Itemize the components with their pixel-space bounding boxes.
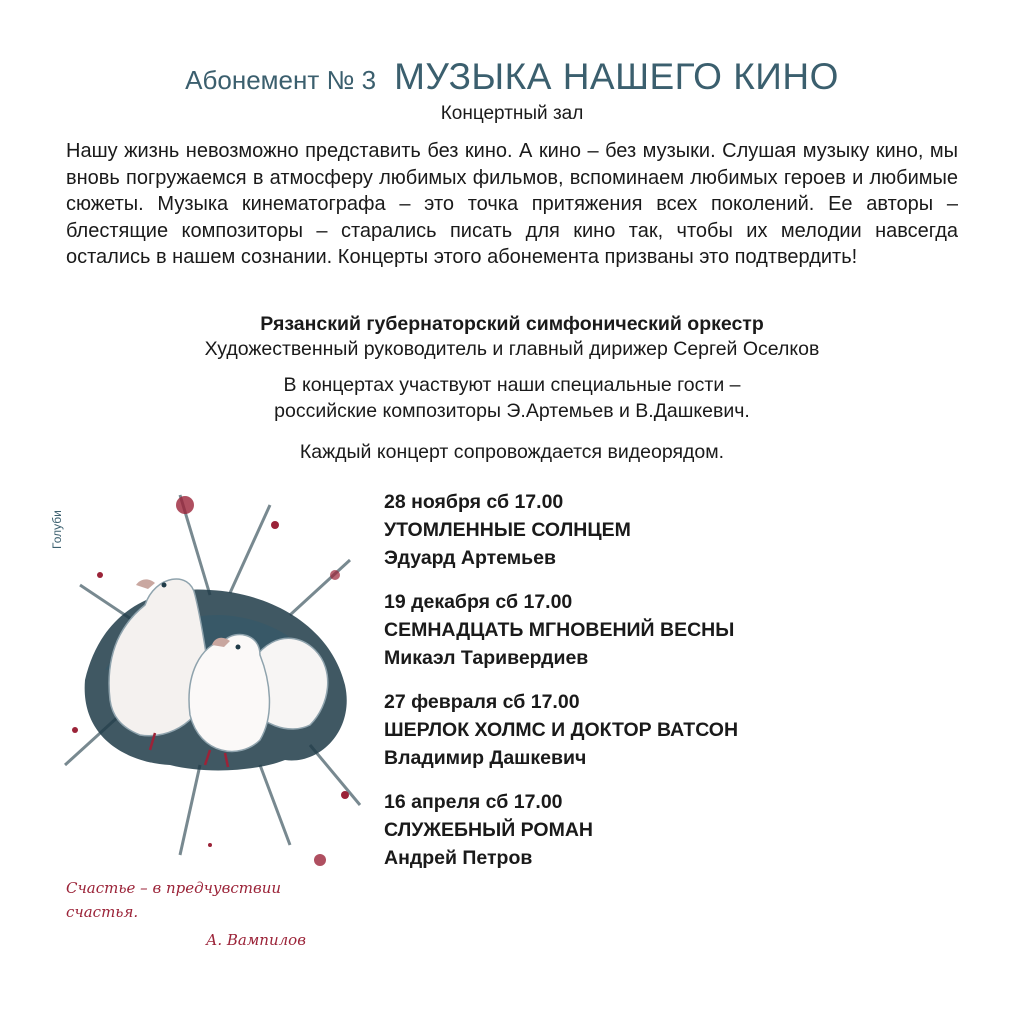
concert-list	[384, 488, 904, 888]
concert-date: 16 апреля сб 17.00	[384, 791, 563, 813]
artwork-caption: Голуби	[50, 510, 64, 550]
quote-author: А. Вампилов	[206, 931, 306, 949]
epigraph-quote	[66, 876, 366, 952]
concert-item	[384, 688, 904, 772]
concert-title: СЛУЖЕБНЫЙ РОМАН	[384, 819, 593, 841]
concert-composer: Андрей Петров	[384, 847, 533, 869]
concert-item	[384, 488, 904, 572]
video-note: Каждый концерт сопровождается видеорядом.	[299, 441, 725, 463]
subscription-label: Абонемент № 3	[185, 65, 377, 95]
guests-block	[0, 372, 1024, 424]
quote-line-2: счастья.	[66, 903, 139, 921]
concert-item	[384, 588, 904, 672]
guests-line-1: В концертах участвуют наши специальные гости –	[283, 374, 741, 396]
concert-composer: Владимир Дашкевич	[384, 747, 587, 769]
concert-item	[384, 788, 904, 872]
guests-line-2: российские композиторы Э.Артемьев и В.Дашкевич.	[274, 400, 750, 422]
concert-date: 28 ноября сб 17.00	[384, 491, 564, 513]
quote-line-1: Счастье – в предчувствии	[66, 879, 282, 897]
orchestra-name: Рязанский губернаторский симфонический оркестр	[260, 313, 764, 335]
concert-date: 19 декабря сб 17.00	[384, 591, 573, 613]
concert-title: УТОМЛЕННЫЕ СОЛНЦЕМ	[384, 519, 631, 541]
orchestra-block	[0, 312, 1024, 362]
concert-title: ШЕРЛОК ХОЛМС И ДОКТОР ВАТСОН	[384, 719, 739, 741]
concert-composer: Эдуард Артемьев	[384, 547, 557, 569]
intro-paragraph: Нашу жизнь невозможно представить без кино. А кино – без музыки. Слушая музыку кино, мы вновь погружаемся в атмосферу любимых фильмов, вспоминаем любимых героев и любимые сюжеты. Музыка кинематографа – это точка притяжения всех поколений. Ее авторы – блестящие композиторы – старались писать для кино так, чтобы их мелодии навсегда остались в нашем сознании. Концерты этого абонемента призваны это подтвердить!	[66, 140, 958, 268]
concert-title: СЕМНАДЦАТЬ МГНОВЕНИЙ ВЕСНЫ	[384, 619, 735, 641]
page-title	[0, 56, 1024, 98]
doves-watercolor-icon	[60, 465, 365, 875]
artwork	[60, 465, 365, 875]
concert-date: 27 февраля сб 17.00	[384, 691, 580, 713]
program-title: МУЗЫКА НАШЕГО КИНО	[394, 56, 839, 97]
concert-composer: Микаэл Таривердиев	[384, 647, 589, 669]
venue-label: Концертный зал	[440, 103, 584, 124]
orchestra-director: Художественный руководитель и главный дирижер Сергей Оселков	[204, 338, 820, 360]
